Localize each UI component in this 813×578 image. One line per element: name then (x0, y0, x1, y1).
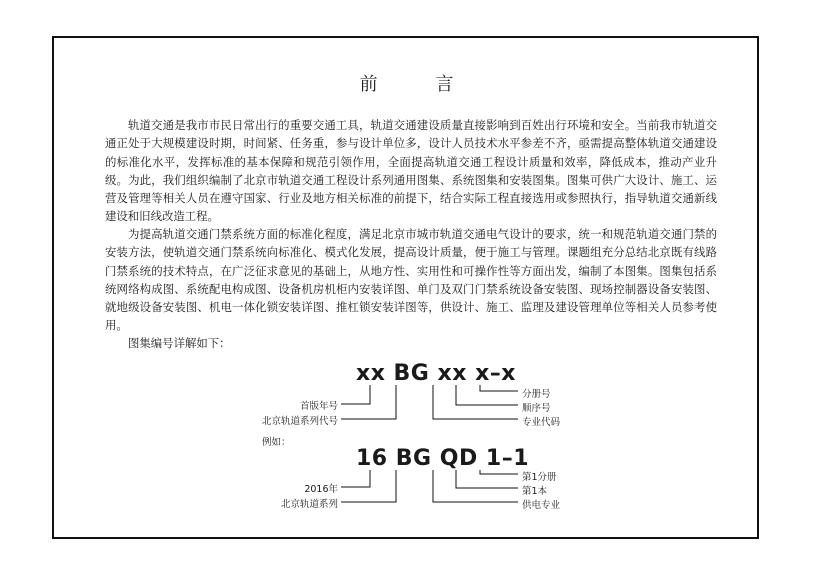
paragraph-2: 为提高轨道交通门禁系统方面的标准化程度，满足北京市城市轨道交通电气设计的要求，统一和规范轨道交通门禁的安装方法，使轨道交通门禁系统向标准化、模式化发展，提高设计质量，便于施工与管理。课题组充分总结北京既有线路门禁系统的技术特点，在广泛征求意见的基础上，从地方性、实用性和可操作性等方面出发，编制了本图集。图集包括系统网络构成图、系统配电构成图、设备机房机柜内安装详图、单门及双门门禁系统设备安装图、现场控制器设备安装图、就地级设备安装图、机电一体化锁安装详图、推杠锁安装详图等，供设计、施工、监理及建设管理单位等相关人员参考使用。 (105, 227, 717, 333)
paragraph-3: 图集编号详解如下： (128, 336, 231, 350)
code-example: 16 BG QD 1–1 (356, 446, 529, 471)
label-series-code: 北京轨道系列代号 (261, 416, 338, 427)
label-volume-1: 第1分册 (522, 472, 557, 483)
paragraph-1: 轨道交通是我市市民日常出行的重要交通工具，轨道交通建设质量直接影响到百姓出行环境和安全。当前我市轨道交通正处于大规模建设时期，时间紧、任务重，参与设计单位多，设计人员技术水平参差不齐，亟需提高整体轨道交通建设的标准化水平，发挥标准的基本保障和规范引领作用，全面提高轨道交通工程设计质量和效率，降低成本，推动产业升级。为此，我们组织编制了北京市轨道交通工程设计系列通用图集、系统图集和安装图集。图集可供广大设计、施工、运营及管理等相关人员在遵守国家、行业及地方相关标准的前提下，结合实际工程直接选用或参照执行，指导轨道交通新线建设和旧线改造工程。 (105, 118, 717, 224)
label-power-supply: 供电专业 (522, 500, 561, 511)
label-beijing-rail-series: 北京轨道系列 (280, 499, 338, 510)
code-pattern: xx BG xx x–x (356, 361, 516, 386)
label-book-1: 第1本 (522, 486, 548, 497)
label-discipline-code: 专业代码 (522, 417, 561, 428)
label-year-2016: 2016年 (304, 484, 338, 495)
label-sequence-number: 顺序号 (522, 403, 551, 414)
page-title: 前 言 (359, 74, 480, 95)
label-volume-number: 分册号 (522, 389, 551, 400)
label-first-edition-year: 首版年号 (299, 401, 338, 412)
example-label: 例如： (262, 437, 291, 448)
